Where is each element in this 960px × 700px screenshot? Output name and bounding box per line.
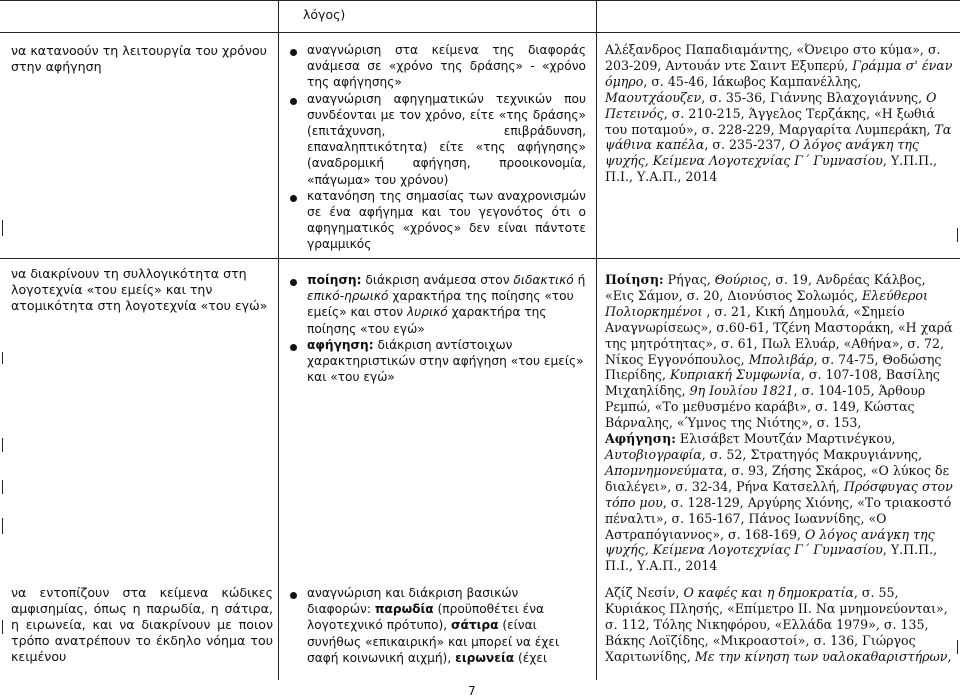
reading-text: Αζίζ Νεσίν, (605, 585, 684, 600)
rule-top (0, 0, 960, 1)
poetry-text: Ελεύθεροι Πολιορκημένοι (605, 287, 928, 319)
margin-marker (2, 480, 3, 494)
activity-text: επικό-ηρωικό (307, 289, 389, 304)
narrative-text: , σ. 52, Στρατηγός Μακρυγιάννης, (701, 446, 923, 462)
margin-marker (2, 352, 3, 364)
reading-text: , σ. 45-46, Ιάκωβος Καμπανέλλης, (643, 73, 862, 89)
list-item: αναγνώριση στα κείμενα της διαφοράς ανάμεσα σε «χρόνο της δράσης» - «χρόνο της αφήγησης» (286, 42, 586, 91)
list-item (286, 585, 586, 666)
activity-text: παρωδία (374, 602, 434, 617)
poetry-text: Μπολιβάρ (748, 351, 814, 367)
activity-text: λυρικό (406, 305, 448, 320)
margin-marker (957, 228, 958, 242)
rule-row2-top (0, 258, 960, 259)
row3-activities (286, 585, 586, 666)
poetry-text: Κυπριακή Συμφωνία (669, 367, 801, 383)
reading-text: Ο καφές και η δημοκρατία (683, 585, 854, 600)
activity-text: αφήγηση: (307, 337, 374, 352)
margin-marker (957, 640, 958, 654)
rule-row1-top (0, 32, 960, 33)
narrative-texts (605, 431, 953, 574)
poetry-text: 9η Ιουλίου 1821 (689, 383, 794, 399)
reading-text: , Υ.Π.Π., Π.Ι., Υ.Α.Π., 2014 (605, 153, 938, 185)
reading-text: Ο λόγος ανάγκη της ψυχής, Κείμενα Λογοτεχνίας Γ΄ Γυμνασίου (605, 137, 919, 169)
poetry-text: , σ. 104-105, Άρθουρ Ρεμπώ, «Το μεθυσμένο καράβι», σ. 149, Κώστας Βάρναλης, «Ύμνος της Νιότης», σ. 153, (605, 383, 926, 431)
rule-col1 (278, 0, 279, 680)
reading-text: , σ. 55, Κυριάκος Πλησής, «Επίμετρο ΙΙ. Να μνημονεύονται», σ. 112, Τόλης Νικηφόρου, «Ελλάδα 1979», σ. 135, Βάκης Λοϊζίδης, «Μικροαστοί», σ. 136, Γιώργος Χαριτωνίδης, (605, 585, 948, 664)
narrative-text: , Υ.Π.Π., Π.Ι., Υ.Α.Π., 2014 (605, 542, 938, 574)
poetry-text: Θούριος (714, 272, 768, 287)
row3-texts (605, 585, 953, 665)
poetry-text: Ρήγας, (663, 272, 715, 287)
reading-text: , (947, 648, 952, 664)
narrative-text: Ο λόγος ανάγκη της ψυχής, Κείμενα Λογοτεχνίας Γ΄ Γυμνασίου (605, 526, 935, 558)
row1-texts (605, 42, 953, 185)
narrative-text: Αφήγηση: (605, 431, 676, 447)
narrative-text: Πρόσφυγας στον τόπο μου (605, 478, 953, 510)
margin-marker (2, 220, 3, 236)
activity-text: χαρακτήρα της ποίησης «του εγώ» (307, 305, 547, 336)
row2-goal: να διακρίνουν τη συλλογικότητα στη λογοτεχνία «του εμείς» και την ατομικότητα στη λογοτεχνία «του εγώ» (11, 266, 268, 313)
reading-text: , σ. 235-237, (704, 137, 790, 153)
reading-text: Μαουτχάουζεν (605, 89, 702, 105)
poetry-text: Ποίηση: (605, 272, 664, 287)
activity-text: χαρακτήρα της ποίησης «του εμείς» και στον (307, 289, 574, 320)
activity-text: σάτιρα (450, 618, 499, 633)
reading-text: Με την κίνηση των υαλοκαθαριστήρων (694, 648, 948, 664)
reading-text: Αλέξανδρος Παπαδιαμάντης, «Όνειρο στο κύμα», σ. 203-209, Αντουάν ντε Σαιντ Εξυπερύ, (605, 42, 941, 73)
row2-texts (605, 272, 953, 574)
row1-goal: να κατανοούν τη λειτουργία του χρόνου στην αφήγηση (11, 43, 267, 74)
list-item: αναγνώριση αφηγηματικών τεχνικών που συνδέονται με τον χρόνο, είτε «της δράσης» (επιτάχυνση, επιβράδυνση, επαναληπτικότητα) είτε «της αφήγησης» (αναδρομική αφήγηση, προοικονομία, «πάγωμα» του χρόνου) (286, 91, 586, 188)
narrative-text: , σ. 128-129, Αργύρης Χιόνης, «Το τριακοστό πέναλτι», σ. 165-167, Πάνος Ιωαννίδης, «Ο Αστραπόγιαννος», σ. 168-169, (605, 494, 952, 542)
narrative-text: , σ. 93, Ζήσης Σκάρος, «Ο λύκος δε διαλέγει», σ. 32-34, Ρήνα Κατσελλή, (605, 462, 950, 494)
poetry-text: , σ. 107-108, Βασίλης Μιχαηλίδης, (605, 367, 940, 399)
activity-text: ειρωνεία (455, 650, 515, 665)
row3-goal: να εντοπίζουν στα κείμενα κώδικες αμφισημίας, όπως η παρωδία, η σάτιρα, η ειρωνεία, και να διακρίνουν με ποιον τρόπο ανατρέπουν το έκδηλο νόημα του κειμένου (11, 585, 273, 664)
activity-text: ή (573, 273, 586, 287)
reading-text: Ο Πετεινός (605, 89, 937, 121)
reading-text: , σ. 35-36, Γιάννης Βλαχογιάννης, (701, 89, 927, 105)
margin-marker (2, 620, 3, 634)
activity-text: ποίηση: (307, 273, 362, 287)
poetry-text: , σ. 21, Κική Δημουλά, «Σημείο Αναγνωρίσεως», σ.60-61, Τζένη Μαστοράκη, «Η χαρά της μητρότητας», σ. 61, Πωλ Ελυάρ, «Αθήνα», σ. 72, Νίκος Εγγονόπουλος, (605, 303, 953, 367)
list-item (286, 272, 586, 337)
top-fragment: λόγος) (303, 7, 346, 22)
row2-activities (286, 272, 586, 385)
poetry-text: , σ. 74-75, Θοδώσης Πιερίδης, (605, 351, 942, 383)
narrative-text: Αυτοβιογραφία (605, 446, 702, 462)
reading-text: Γράμμα σ' έναν όμηρο (605, 57, 953, 89)
activity-text: (είναι συνήθως «επικαιρική» και μπορεί να έχει σαφή κοινωνική αιχμή), (307, 618, 560, 665)
reading-text: , σ. 210-215, Άγγελος Τερζάκης, «Η ξωθιά του ποταμού», σ. 228-229, Μαργαρίτα Λυμπεράκη, (605, 105, 935, 137)
rule-col2 (596, 0, 597, 680)
reading-text: Τα ψάθινα καπέλα (605, 121, 952, 153)
poetry-text: , σ. 19, Ανδρέας Κάλβος, «Εις Σάμον, σ. 20, Διονύσιος Σολωμός, (605, 272, 926, 303)
activity-text: διάκριση ανάμεσα στον (361, 273, 514, 287)
list-item: κατανόηση της σημασίας των αναχρονισμών σε ένα αφήγημα και του γεγονότος ότι ο αφηγηματικός «χρόνος» δεν είναι πάντοτε γραμμικός (286, 188, 586, 253)
activity-text: (έχει (514, 650, 548, 665)
list-item (286, 337, 586, 386)
page-number: 7 (468, 684, 476, 698)
narrative-text: Ελισάβετ Μουτζάν Μαρτινέγκου, (675, 431, 896, 447)
activity-text: (προϋποθέτει ένα λογοτεχνικό πρότυπο), (307, 602, 545, 633)
activity-text: αναγνώριση και διάκριση βασικών διαφορών: (307, 586, 519, 617)
poetry-texts (605, 272, 953, 431)
activity-text: διάκριση αντίστοιχων χαρακτηριστικών στην αφήγηση «του εμείς» και «του εγώ» (307, 337, 584, 385)
margin-marker (2, 438, 3, 452)
narrative-text: Απομνημονεύματα (605, 462, 724, 478)
row1-activities (286, 42, 586, 253)
margin-marker (2, 518, 3, 534)
activity-text: διδακτικό (513, 273, 574, 287)
